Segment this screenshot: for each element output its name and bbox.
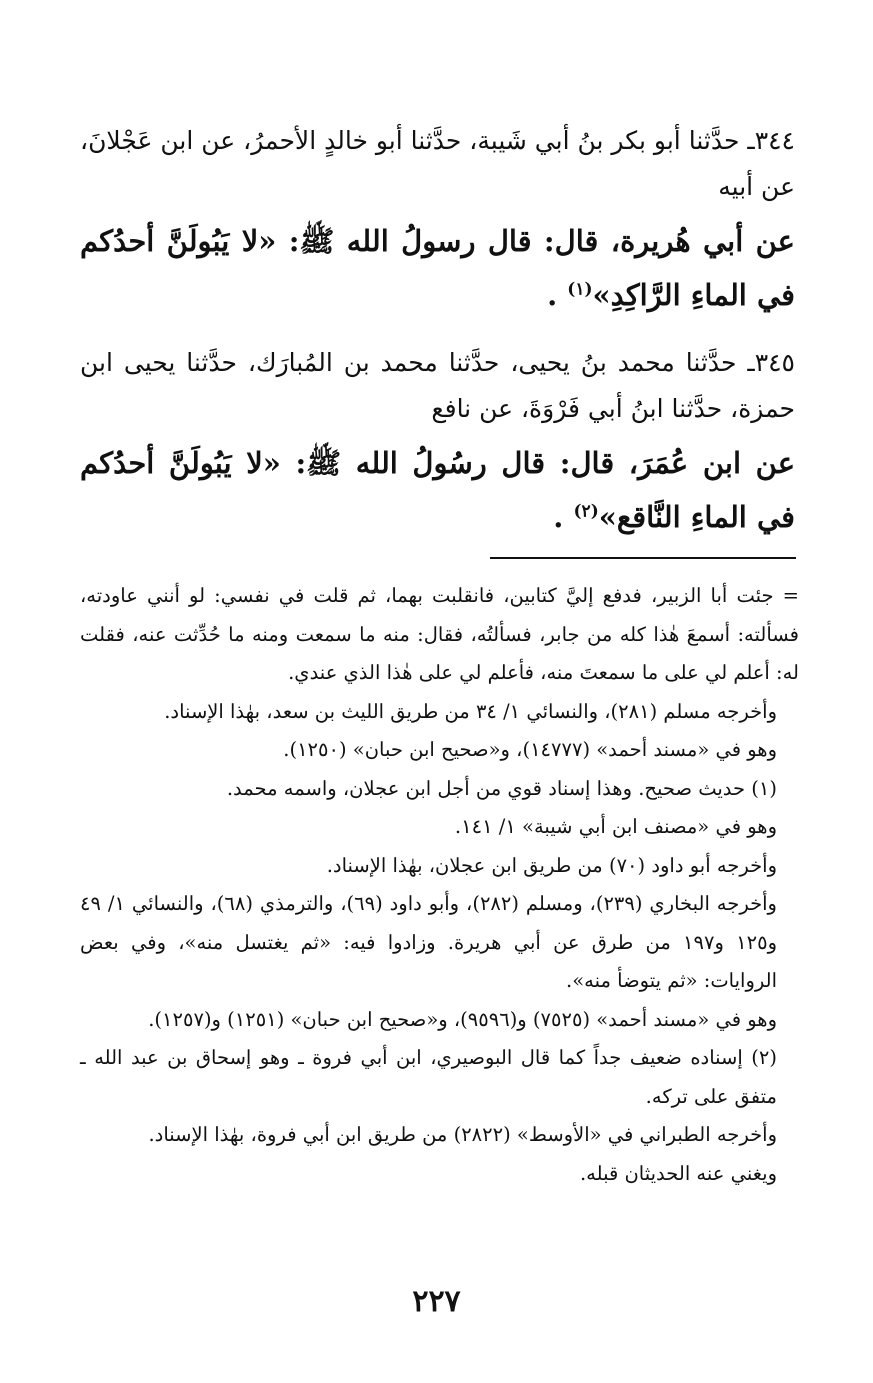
footnotes <box>80 577 799 1193</box>
footnote-paragraph: ويغني عنه الحديثان قبله. <box>579 1161 777 1185</box>
footnote-ref-1[interactable]: (١) <box>567 279 593 300</box>
footnote-paragraph: وأخرجه البخاري (٢٣٩)، ومسلم (٢٨٢)، وأبو داود (٦٩)، والترمذي (٦٨)، والنسائي ١/ ٤٩ و١٢٥ و١٩٧ من طرق عن أبي هريرة. وزادوا فيه: «ثم يغتسل منه»، وفي بعض الروايات: «ثم يتوضأ منه». <box>80 892 777 992</box>
footnote-paragraph: وأخرجه مسلم (٢٨١)، والنسائي ١/ ٣٤ من طريق الليث بن سعد، بهٰذا الإسناد. <box>164 699 777 723</box>
footnote-1: (١) حديث صحيح. وهذا إسناد قوي من أجل ابن عجلان، واسمه محمد. <box>226 776 777 800</box>
footnote-paragraph: وهو في «مسند أحمد» (١٤٧٧٧)، و«صحيح ابن حبان» (١٢٥٠). <box>283 738 777 761</box>
hadith-345-chain: ٣٤٥ـ حدَّثنا محمد بنُ يحيى، حدَّثنا محمد بن المُبارَك، حدَّثنا يحيى ابن حمزة، حدَّثنا ابنُ أبي فَرْوَةَ، عن نافع <box>80 348 795 423</box>
hadith-345-text: عن ابن عُمَرَ، قال: قال رسُولُ الله ﷺ: «لا يَبُولَنَّ أحدُكم في الماءِ النَّاقع»$^{(٢)}$ . <box>80 446 795 534</box>
hadith-344-text: عن أبي هُريرة، قال: قال رسولُ الله ﷺ: «لا يَبُولَنَّ أحدُكم في الماءِ الرَّاكِدِ»$^{(١)}$ . <box>80 224 795 312</box>
footnote-paragraph: وهو في «مسند أحمد» (٧٥٢٥) و(٩٥٩٦)، و«صحيح ابن حبان» (١٢٥١) و(١٢٥٧). <box>148 1007 777 1031</box>
hadith-344-chain: ٣٤٤ـ حدَّثنا أبو بكر بنُ أبي شَيبة، حدَّثنا أبو خالدٍ الأحمرُ، عن ابن عَجْلانَ، عن أبيه <box>80 126 795 201</box>
footnote-2: (٢) إسناده ضعيف جداً كما قال البوصيري، ابن أبي فروة ـ وهو إسحاق بن عبد الله ـ متفق على تركه. <box>80 1046 777 1108</box>
footnote-divider <box>490 557 796 559</box>
footnote-paragraph: وأخرجه الطبراني في «الأوسط» (٢٨٢٢) من طريق ابن أبي فروة، بهٰذا الإسناد. <box>148 1123 777 1146</box>
footnote-ref-2[interactable]: (٢) <box>573 501 599 522</box>
footnote-paragraph: وأخرجه أبو داود (٧٠) من طريق ابن عجلان، بهٰذا الإسناد. <box>326 853 777 877</box>
footnote-paragraph: = جئت أبا الزبير، فدفع إليَّ كتابين، فانقلبت بهما، ثم قلت في نفسي: لو أنني عاودته، فسألته: أسمعَ هٰذا كله من جابر، فسألتُه، فقال: منه ما سمعت ومنه ما حُدِّثت عنه، فقلت له: أعلم لي على ما سمعتَ منه، فأعلم لي على هٰذا الذي عندي. <box>80 584 799 684</box>
footnote-paragraph: وهو في «مصنف ابن أبي شيبة» ١/ ١٤١. <box>454 815 777 838</box>
page-number: ٢٢٧ <box>412 1284 461 1319</box>
main-text <box>80 118 795 544</box>
